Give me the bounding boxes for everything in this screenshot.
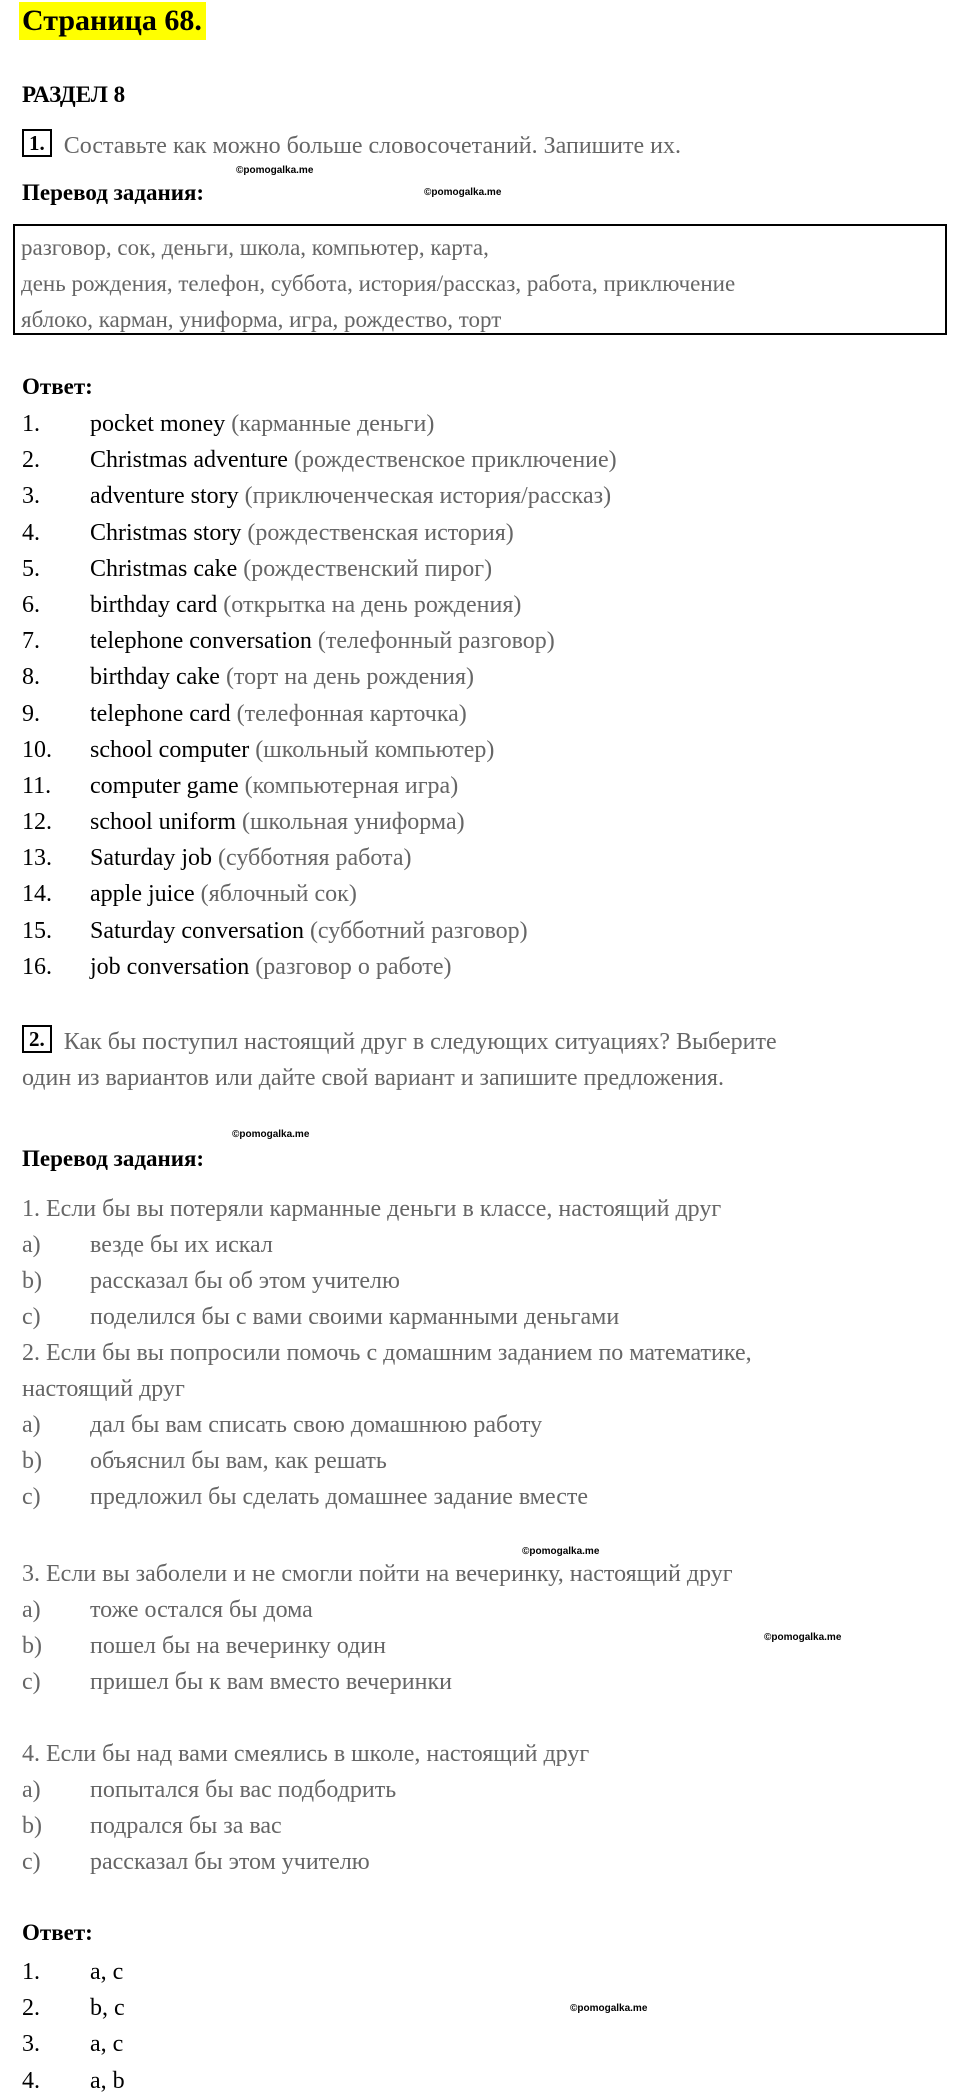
- list-item: [22, 768, 942, 804]
- option-letter: a): [22, 1597, 41, 1623]
- list-item: [22, 442, 942, 478]
- task2-text-line2: один из вариантов или дайте свой вариант и запишите предложения.: [22, 1065, 724, 1091]
- answer-value: a, b: [90, 2067, 125, 2094]
- section-title: РАЗДЕЛ 8: [22, 82, 126, 107]
- watermark: ©pomogalka.me: [570, 2003, 648, 2014]
- answer-number: 12.: [22, 809, 52, 836]
- watermark: ©pomogalka.me: [764, 1632, 842, 1643]
- watermark: ©pomogalka.me: [236, 165, 314, 176]
- answer-translation: (рождественский пирог): [243, 555, 493, 582]
- option-row: [22, 1263, 942, 1299]
- option-row: [22, 1443, 942, 1479]
- list-item: [22, 1990, 125, 2026]
- option-row: [22, 1664, 942, 1700]
- option-row: [22, 1592, 942, 1628]
- question-4: [22, 1736, 942, 1880]
- answer-phrase: pocket money: [90, 411, 226, 437]
- answer-number: 4.: [22, 2067, 40, 2094]
- question-text: настоящий друг: [22, 1376, 185, 1402]
- option-letter: b): [22, 1813, 42, 1839]
- answer-phrase: school uniform: [90, 809, 236, 836]
- question-3: [22, 1556, 942, 1700]
- list-item: [22, 913, 942, 949]
- answer-phrase: birthday card: [90, 591, 218, 618]
- word-box-line: яблоко, карман, униформа, игра, рождество, торт: [21, 307, 502, 332]
- list-item: [22, 2063, 125, 2099]
- word-box: [13, 224, 947, 335]
- option-letter: a): [22, 1777, 41, 1803]
- word-box-line: разговор, сок, деньги, школа, компьютер, карта,: [21, 235, 489, 260]
- option-row: [22, 1227, 942, 1263]
- answer-phrase: school computer: [90, 736, 250, 763]
- option-text: поделился бы с вами своими карманными деньгами: [90, 1304, 620, 1330]
- option-text: рассказал бы об этом учителю: [90, 1268, 400, 1294]
- option-letter: a): [22, 1412, 41, 1438]
- answer-phrase: apple juice: [90, 881, 195, 908]
- answer-phrase: telephone card: [90, 700, 231, 727]
- list-item: [22, 659, 942, 695]
- list-item: [22, 623, 942, 659]
- list-item: [22, 804, 942, 840]
- answer-number: 1.: [22, 411, 40, 437]
- answer-number: 6.: [22, 591, 40, 618]
- option-text: пошел бы на вечеринку один: [90, 1633, 386, 1659]
- task2-text-line1: Как бы поступил настоящий друг в следующих ситуациях? Выберите: [63, 1029, 777, 1055]
- question-text: 2. Если бы вы попросили помочь с домашним заданием по математике,: [22, 1340, 752, 1366]
- task1-header: [22, 128, 681, 164]
- answer-phrase: Christmas adventure: [90, 447, 288, 474]
- answer-number: 3.: [22, 483, 40, 510]
- task2-number: 2.: [22, 1025, 52, 1053]
- task1-answer-label: Ответ:: [22, 374, 93, 399]
- answer-number: 2.: [22, 1995, 40, 2022]
- option-text: подрался бы за вас: [90, 1813, 282, 1839]
- answer-phrase: Christmas cake: [90, 555, 238, 582]
- task2-answer-label: Ответ:: [22, 1920, 93, 1945]
- answer-number: 4.: [22, 519, 40, 546]
- answer-translation: (рождественская история): [247, 519, 514, 546]
- option-letter: a): [22, 1232, 41, 1258]
- task1-translation-label: Перевод задания:: [22, 180, 205, 205]
- option-row: [22, 1407, 942, 1443]
- task2-translation-label: Перевод задания:: [22, 1146, 205, 1171]
- task2-header-cont: [22, 1060, 724, 1096]
- answer-number: 15.: [22, 917, 52, 944]
- answer-value: a, c: [90, 2031, 124, 2058]
- question-2: [22, 1335, 942, 1515]
- list-item: [22, 406, 942, 442]
- task2-answer-list: [22, 1954, 125, 2099]
- list-item: [22, 1954, 125, 1990]
- watermark: ©pomogalka.me: [522, 1546, 600, 1557]
- answer-translation: (яблочный сок): [200, 881, 357, 908]
- list-item: [22, 840, 942, 876]
- option-text: тоже остался бы дома: [90, 1597, 313, 1623]
- answer-number: 13.: [22, 845, 52, 872]
- option-row: [22, 1299, 942, 1335]
- answer-translation: (разговор о работе): [255, 953, 452, 980]
- answer-phrase: adventure story: [90, 483, 239, 510]
- answer-value: b, c: [90, 1995, 125, 2022]
- question-text: 4. Если бы над вами смеялись в школе, настоящий друг: [22, 1741, 590, 1767]
- option-letter: b): [22, 1268, 42, 1294]
- question-1: [22, 1191, 942, 1335]
- list-item: [22, 515, 942, 551]
- option-letter: b): [22, 1448, 42, 1474]
- answer-phrase: telephone conversation: [90, 628, 312, 655]
- option-text: предложил бы сделать домашнее задание вместе: [90, 1484, 589, 1510]
- answer-translation: (торт на день рождения): [225, 664, 474, 691]
- question-text: 1. Если бы вы потеряли карманные деньги в классе, настоящий друг: [22, 1196, 722, 1222]
- word-box-line: день рождения, телефон, суббота, история/рассказ, работа, приключение: [21, 271, 736, 296]
- answer-number: 9.: [22, 700, 40, 727]
- answer-number: 2.: [22, 447, 40, 474]
- option-letter: c): [22, 1849, 41, 1875]
- list-item: [22, 732, 942, 768]
- option-text: дал бы вам списать свою домашнюю работу: [90, 1412, 543, 1438]
- option-text: везде бы их искал: [90, 1232, 273, 1258]
- answer-number: 3.: [22, 2031, 40, 2058]
- task1-number: 1.: [22, 129, 52, 157]
- task1-text: Составьте как можно больше словосочетаний. Запишите их.: [63, 133, 681, 159]
- option-row: [22, 1844, 942, 1880]
- answer-translation: (телефонная карточка): [236, 700, 467, 727]
- option-letter: c): [22, 1484, 41, 1510]
- answer-value: a, c: [90, 1959, 124, 1985]
- option-row: [22, 1772, 942, 1808]
- answer-translation: (открытка на день рождения): [223, 591, 522, 618]
- answer-translation: (телефонный разговор): [317, 628, 555, 655]
- list-item: [22, 2026, 125, 2062]
- option-letter: b): [22, 1633, 42, 1659]
- watermark: ©pomogalka.me: [424, 187, 502, 198]
- list-item: [22, 587, 942, 623]
- list-item: [22, 551, 942, 587]
- list-item: [22, 478, 942, 514]
- answer-phrase: Saturday conversation: [90, 917, 304, 944]
- answer-phrase: Christmas story: [90, 519, 242, 546]
- answer-phrase: birthday cake: [90, 664, 220, 691]
- answer-number: 16.: [22, 953, 52, 980]
- answer-number: 5.: [22, 555, 40, 582]
- task2-header: [22, 1024, 777, 1060]
- answer-number: 8.: [22, 664, 40, 691]
- watermark: ©pomogalka.me: [232, 1129, 310, 1140]
- answer-translation: (субботний разговор): [309, 917, 528, 944]
- option-letter: c): [22, 1669, 41, 1695]
- answer-translation: (школьный компьютер): [255, 736, 495, 763]
- option-letter: c): [22, 1304, 41, 1330]
- list-item: [22, 949, 942, 985]
- answer-number: 10.: [22, 736, 52, 763]
- answer-translation: (приключенческая история/рассказ): [244, 483, 612, 510]
- answer-number: 14.: [22, 881, 52, 908]
- answer-number: 7.: [22, 628, 40, 655]
- answer-number: 1.: [22, 1959, 40, 1985]
- question-text: 3. Если вы заболели и не смогли пойти на вечеринку, настоящий друг: [22, 1561, 733, 1587]
- page-title: Страница 68.: [19, 2, 206, 40]
- answer-translation: (рождественское приключение): [293, 447, 617, 474]
- option-text: рассказал бы этом учителю: [90, 1849, 370, 1875]
- option-row: [22, 1479, 942, 1515]
- option-row: [22, 1808, 942, 1844]
- answer-translation: (субботняя работа): [217, 845, 412, 872]
- answer-translation: (компьютерная игра): [244, 772, 459, 799]
- option-text: попытался бы вас подбодрить: [90, 1777, 397, 1803]
- option-text: пришел бы к вам вместо вечеринки: [90, 1669, 452, 1695]
- option-text: объяснил бы вам, как решать: [90, 1448, 387, 1474]
- task1-answer-list: [22, 406, 942, 985]
- answer-translation: (карманные деньги): [231, 411, 435, 437]
- answer-phrase: job conversation: [90, 953, 250, 980]
- list-item: [22, 696, 942, 732]
- list-item: [22, 876, 942, 912]
- answer-phrase: computer game: [90, 772, 239, 799]
- answer-number: 11.: [22, 772, 52, 799]
- answer-phrase: Saturday job: [90, 845, 212, 872]
- answer-translation: (школьная униформа): [241, 809, 465, 836]
